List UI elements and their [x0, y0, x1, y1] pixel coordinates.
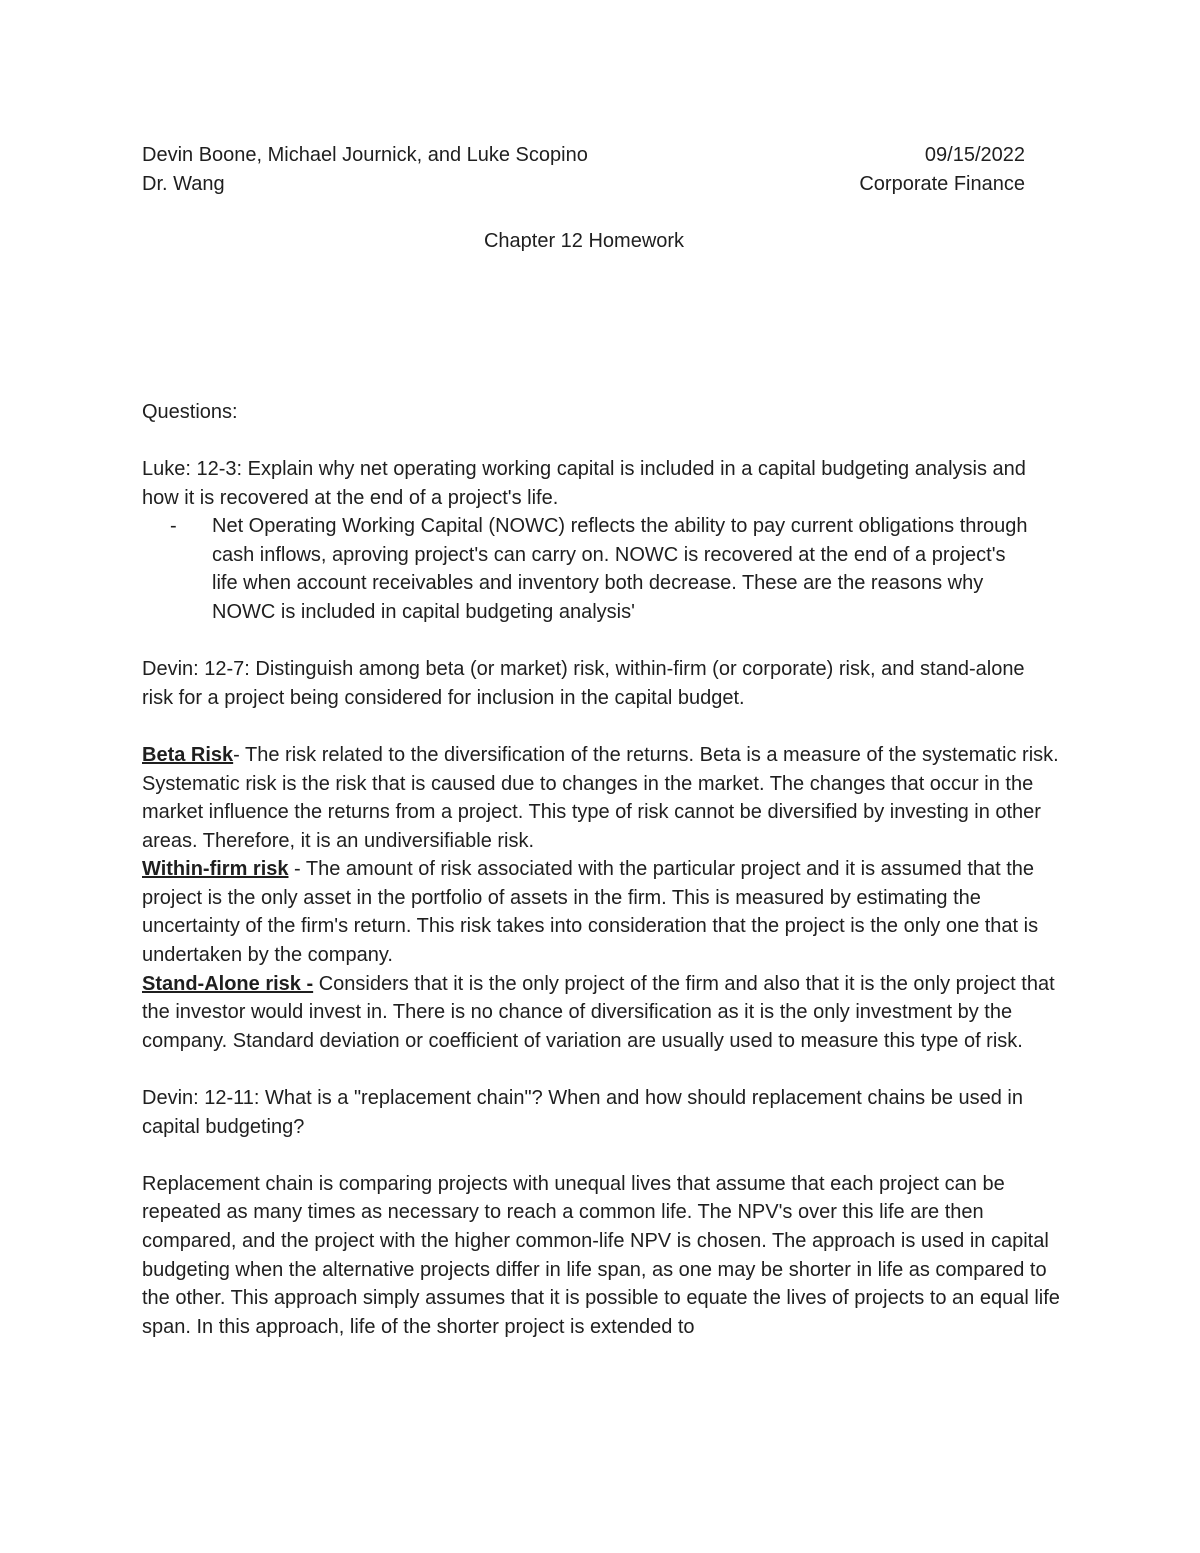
authors: Devin Boone, Michael Journick, and Luke Scopino [142, 144, 588, 166]
document-page [142, 141, 1060, 1341]
question-12-3-prompt: Luke: 12-3: Explain why net operating working capital is included in a capital budgeting analysis and how it is recovered at the end of a project's life. [142, 457, 1026, 509]
stand-alone-risk-term: Stand-Alone risk - [142, 972, 314, 995]
document-title: Chapter 12 Homework [483, 230, 685, 253]
within-firm-risk-paragraph [142, 855, 1060, 969]
question-12-3-answer [142, 512, 1060, 626]
course: Corporate Finance [859, 172, 1025, 195]
instructor: Dr. Wang [142, 172, 225, 195]
question-12-11-prompt: Devin: 12-11: What is a "replacement chain"? When and how should replacement chains be used in capital budgeting? [142, 1087, 1023, 1138]
within-firm-risk-text: - The amount of risk associated with the particular project and it is assumed that the project is the only asset in the portfolio of assets in the firm. This is measured by estimating the uncertainty of the firm's return. This risk takes into consideration that the project is the only one that is undertaken by the company. [142, 858, 1039, 967]
question-12-7-prompt: Devin: 12-7: Distinguish among beta (or market) risk, within-firm (or corporate) risk, and stand-alone risk for a project being considered for inclusion in the capital budget. [142, 658, 1025, 709]
header-row-2 [142, 170, 1025, 199]
bullet-marker: - [170, 515, 177, 538]
answer-text: Net Operating Working Capital (NOWC) reflects the ability to pay current obligations through cash inflows, aproving project's can carry on. NOWC is recovered at the end of a project's life when account receivables and inventory both decrease. These are the reasons why NOWC is included in capital budgeting analysis' [212, 515, 1028, 623]
header-row-1 [142, 141, 1025, 170]
date: 09/15/2022 [924, 144, 1025, 166]
stand-alone-risk-text: Considers that it is the only project of the firm and also that it is the only project that the investor would invest in. There is no chance of diversification as it is the only investment by the company. Standard deviation or coefficient of variation are usually used to measure this type of risk. [142, 972, 1055, 1052]
stand-alone-risk-paragraph [142, 970, 1060, 1056]
within-firm-risk-term: Within-firm risk [142, 858, 289, 881]
beta-risk-term: Beta Risk [142, 743, 234, 766]
questions-label: Questions: [142, 400, 238, 423]
beta-risk-text: - The risk related to the diversification of the returns. Beta is a measure of the systematic risk. Systematic risk is the risk that is caused due to changes in the market. The changes that occur in the market influence the returns from a project. This type of risk cannot be diversified by investing in other areas. Therefore, it is an undiversifiable risk. [142, 743, 1059, 852]
question-12-11-answer: Replacement chain is comparing projects with unequal lives that assume that each project can be repeated as many times as necessary to reach a common life. The NPV's over this life are then compared, and the project with the higher common-life NPV is chosen. The approach is used in capital budgeting when the alternative projects differ in life span, as one may be shorter in life as compared to the other. This approach simply assumes that it is possible to equate the lives of projects to an equal life span. In this approach, life of the shorter project is extended to [142, 1172, 1060, 1338]
beta-risk-paragraph [142, 741, 1060, 855]
